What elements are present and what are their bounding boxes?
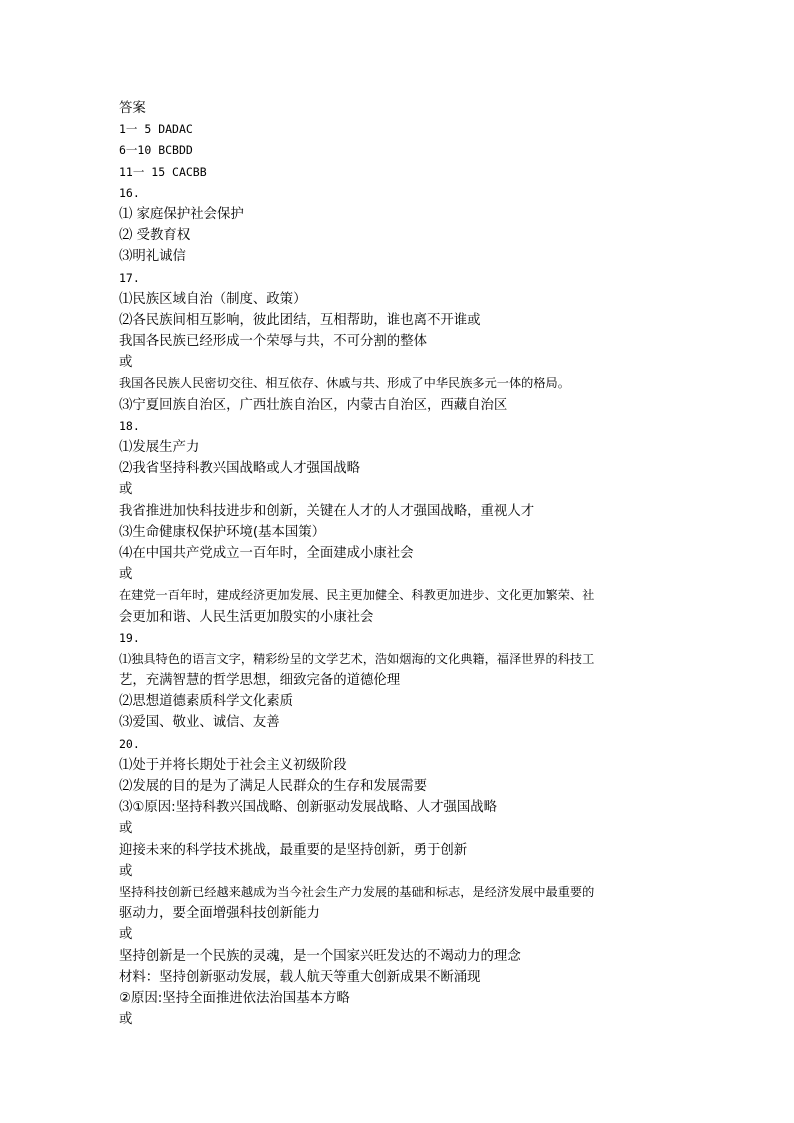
answer-text-line: ⑶①原因:坚持科教兴国战略、创新驱动发展战略、人才强国战略 — [119, 800, 498, 816]
question-number-16: 16. — [119, 185, 140, 200]
answer-text-line: ⑶宁夏回族自治区，广西壮族自治区，内蒙古自治区，西藏自治区 — [119, 397, 508, 413]
answer-text-line: 坚持科技创新已经越来越成为当今社会生产力发展的基础和标志，是经济发展中最重要的 — [119, 884, 595, 899]
answer-text-line: ⑴处于并将长期处于社会主义初级阶段 — [119, 757, 347, 773]
or-separator: 或 — [119, 355, 133, 371]
question-number-17: 17. — [119, 270, 140, 285]
answer-text-line: 坚持创新是一个民族的灵魂，是一个国家兴旺发达的不竭动力的理念 — [119, 948, 521, 964]
answer-text-line: ⑶生命健康权保护环境(基本国策） — [119, 524, 326, 540]
answer-text-line: ⑴发展生产力 — [119, 440, 200, 455]
answer-text-line: ⑴民族区域自治（制度、政策） — [119, 291, 307, 307]
answer-text-line: 在建党一百年时，建成经济更加发展、民主更加健全、科教更加进步、文化更加繁荣、社 — [119, 588, 595, 603]
answer-text-line: 我省推进加快科技进步和创新，关键在人才的人才强国战略，重视人才 — [119, 503, 535, 519]
answer-text-line: ⑴ 家庭保护社会保护 — [119, 206, 244, 222]
question-number-20: 20. — [119, 736, 140, 751]
answer-text-line: ⑶明礼诚信 — [119, 249, 186, 265]
answer-text-line: ⑵思想道德素质科学文化素质 — [119, 694, 294, 710]
doc-title: 答案 — [119, 101, 146, 116]
answer-text-line: ⑶爱国、敬业、诚信、友善 — [119, 715, 280, 731]
answer-text-line: 会更加和谐、人民生活更加殷实的小康社会 — [119, 609, 374, 625]
answer-text-line: ⑵ 受教育权 — [119, 228, 191, 244]
or-separator: 或 — [119, 821, 133, 837]
or-separator: 或 — [119, 863, 133, 879]
answer-text-line: 艺，充满智慧的哲学思想，细致完备的道德伦理 — [119, 673, 401, 689]
answer-text-line: ⑷在中国共产党成立一百年时，全面建成小康社会 — [119, 545, 414, 561]
question-number-19: 19. — [119, 630, 140, 645]
answer-document — [119, 98, 679, 1030]
answer-text-line: 迎接未来的科学技术挑战，最重要的是坚持创新，勇于创新 — [119, 842, 468, 858]
answer-text-line: 材料：坚持创新驱动发展，载人航天等重大创新成果不断涌现 — [119, 969, 481, 985]
answer-text-line: ⑵各民族间相互影响，彼此团结，互相帮助，谁也离不开谁或 — [119, 312, 481, 328]
or-separator: 或 — [119, 927, 133, 943]
answer-line-11-15: 11一 15 CACBB — [119, 164, 207, 179]
or-separator: 或 — [119, 482, 133, 498]
answer-text-line: ⑵发展的目的是为了满足人民群众的生存和发展需要 — [119, 779, 427, 794]
question-number-18: 18. — [119, 418, 140, 433]
or-separator: 或 — [119, 567, 133, 583]
answer-line-6-10: 6一10 BCBDD — [119, 143, 193, 158]
answer-text-line: 驱动力，要全面增强科技创新能力 — [119, 906, 320, 922]
answer-line-1-5: 1一 5 DADAC — [119, 122, 193, 137]
answer-text-line: 我国各民族人民密切交往、相互依存、休戚与共、形成了中华民族多元一体的格局。 — [119, 376, 570, 391]
answer-text-line: ②原因:坚持全面推进依法治国基本方略 — [119, 990, 350, 1006]
or-separator: 或 — [119, 1012, 133, 1028]
answer-text-line: ⑴独具特色的语言文字，精彩纷呈的文学艺术，浩如烟海的文化典籍，福泽世界的科技工 — [119, 651, 595, 666]
answer-text-line: 我国各民族已经形成一个荣辱与共，不可分割的整体 — [119, 334, 427, 350]
answer-text-line: ⑵我省坚持科教兴国战略或人才强国战略 — [119, 461, 361, 477]
